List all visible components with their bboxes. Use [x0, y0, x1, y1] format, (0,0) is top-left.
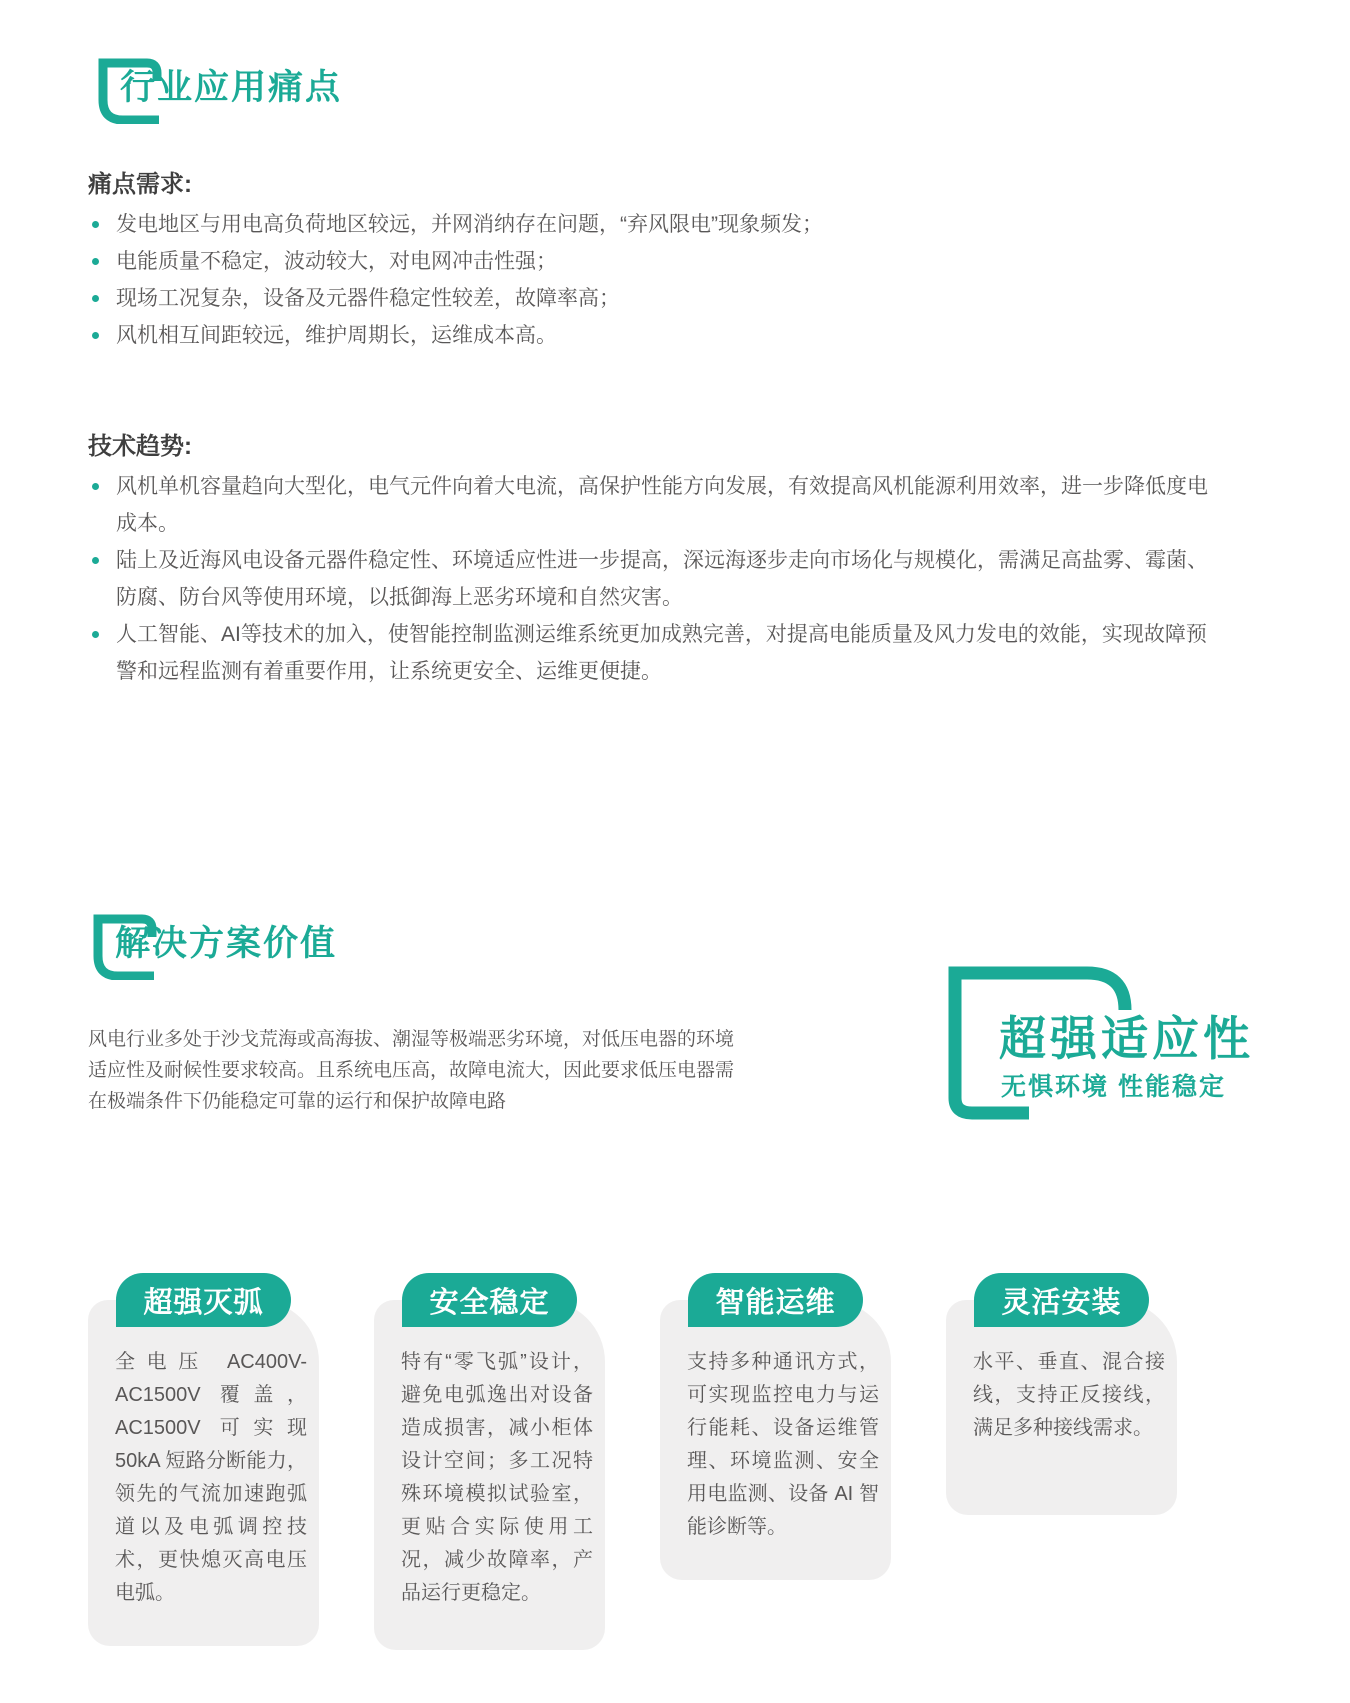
section-header-solution-value: [88, 912, 508, 992]
pain-needs-block: [88, 170, 1218, 354]
card-badge: 超强灭弧: [116, 1273, 290, 1327]
card-smart-operation: [660, 1273, 891, 1580]
card-badge: 安全稳定: [402, 1273, 576, 1327]
feature-cards: [88, 1273, 1177, 1650]
solution-value-paragraph: 风电行业多处于沙戈荒海或高海拔、潮湿等极端恶劣环境，对低压电器的环境适应性及耐候性要求较高。且系统电压高，故障电流大，因此要求低压电器需在极端条件下仍能稳定可靠的运行和保护故障电路: [88, 1029, 735, 1112]
card-flexible-installation: [946, 1273, 1177, 1515]
card-text: 水平、垂直、混合接线，支持正反接线，满足多种接线需求。: [946, 1300, 1177, 1515]
card-text: 支持多种通讯方式，可实现监控电力与运行能耗、设备运维管理、环境监测、安全用电监测、设备 AI 智能诊断等。: [660, 1300, 891, 1580]
card-safety-stability: [374, 1273, 605, 1650]
feature-title: 超强适应性: [999, 1012, 1254, 1065]
card-arc-extinguishing: [88, 1273, 319, 1646]
card-text: 特有“零飞弧”设计，避免电弧逸出对设备造成损害，减小柜体设计空间；多工况特殊环境模拟试验室，更贴合实际使用工况，减少故障率，产品运行更稳定。: [374, 1300, 605, 1650]
tech-trends-list: [88, 468, 1218, 690]
card-text: 全电压 AC400V-AC1500V 覆盖，AC1500V 可实现 50kA 短路分断能力，领先的气流加速跑弧道以及电弧调控技术，更快熄灭高电压电弧。: [88, 1300, 319, 1646]
list-item: 电能质量不稳定，波动较大，对电网冲击性强；: [88, 243, 1218, 280]
list-item: 风机相互间距较远，维护周期长，运维成本高。: [88, 317, 1218, 354]
list-item: 陆上及近海风电设备元器件稳定性、环境适应性进一步提高，深远海逐步走向市场化与规模化，需满足高盐雾、霉菌、防腐、防台风等使用环境，以抵御海上恶劣环境和自然灾害。: [88, 542, 1218, 616]
section-title-pain-points: 行业应用痛点: [120, 68, 343, 107]
feature-super-adaptability: [947, 958, 1307, 1133]
list-item: 发电地区与用电高负荷地区较远，并网消纳存在问题，“弃风限电”现象频发；: [88, 206, 1218, 243]
section-title-solution-value: 解决方案价值: [115, 924, 338, 963]
feature-subtitle: 无惧环境 性能稳定: [1001, 1073, 1226, 1101]
card-badge: 智能运维: [688, 1273, 862, 1327]
section-header-pain-points: [93, 56, 513, 136]
tech-trends-block: [88, 432, 1218, 690]
card-badge: 灵活安装: [974, 1273, 1148, 1327]
list-item: 现场工况复杂，设备及元器件稳定性较差，故障率高；: [88, 280, 1218, 317]
list-item: 人工智能、AI等技术的加入，使智能控制监测运维系统更加成熟完善，对提高电能质量及风力发电的效能，实现故障预警和远程监测有着重要作用，让系统更安全、运维更便捷。: [88, 616, 1218, 690]
tech-trends-heading: 技术趋势:: [88, 433, 192, 460]
pain-needs-list: [88, 206, 1218, 354]
pain-needs-heading: 痛点需求:: [88, 171, 192, 198]
list-item: 风机单机容量趋向大型化，电气元件向着大电流，高保护性能方向发展，有效提高风机能源利用效率，进一步降低度电成本。: [88, 468, 1218, 542]
